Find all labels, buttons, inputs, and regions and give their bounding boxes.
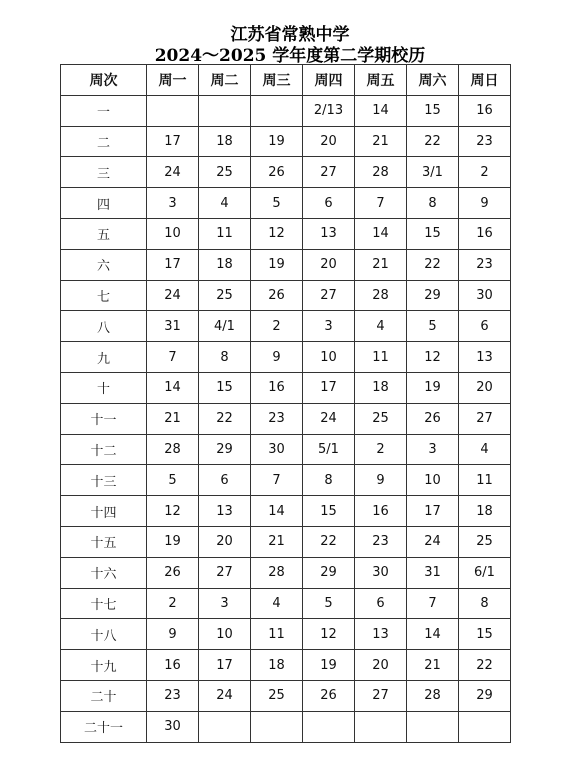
date-cell: 2 — [459, 157, 511, 188]
date-cell: 27 — [459, 403, 511, 434]
date-cell: 19 — [407, 372, 459, 403]
week-number-cell: 十六 — [61, 557, 147, 588]
date-cell: 20 — [355, 650, 407, 681]
date-cell: 4 — [199, 188, 251, 219]
calendar-header — [61, 65, 511, 96]
date-cell: 23 — [147, 680, 199, 711]
date-cell: 29 — [303, 557, 355, 588]
date-cell: 22 — [459, 650, 511, 681]
table-row — [61, 496, 511, 527]
date-cell: 27 — [199, 557, 251, 588]
date-cell: 7 — [355, 188, 407, 219]
date-cell: 21 — [355, 249, 407, 280]
table-row — [61, 372, 511, 403]
date-cell: 29 — [407, 280, 459, 311]
date-cell: 16 — [355, 496, 407, 527]
header-row — [61, 65, 511, 96]
week-number-cell: 三 — [61, 157, 147, 188]
date-cell: 3 — [303, 311, 355, 342]
date-cell: 31 — [407, 557, 459, 588]
date-cell: 16 — [459, 95, 511, 126]
date-cell: 14 — [147, 372, 199, 403]
date-cell: 19 — [251, 249, 303, 280]
table-row — [61, 311, 511, 342]
date-cell: 8 — [303, 465, 355, 496]
date-cell: 14 — [355, 95, 407, 126]
date-cell: 20 — [303, 126, 355, 157]
calendar-school-name: 江苏省常熟中学 — [230, 25, 350, 45]
date-cell: 15 — [303, 496, 355, 527]
header-weekday: 周二 — [199, 65, 251, 96]
date-cell: 5/1 — [303, 434, 355, 465]
table-row — [61, 619, 511, 650]
week-number-cell: 六 — [61, 249, 147, 280]
date-cell: 29 — [459, 680, 511, 711]
date-cell: 28 — [251, 557, 303, 588]
date-cell — [199, 711, 251, 742]
date-cell: 13 — [355, 619, 407, 650]
date-cell: 25 — [199, 280, 251, 311]
date-cell: 4 — [459, 434, 511, 465]
week-number-cell: 二十 — [61, 680, 147, 711]
week-number-cell: 七 — [61, 280, 147, 311]
date-cell: 28 — [407, 680, 459, 711]
date-cell: 7 — [407, 588, 459, 619]
date-cell: 29 — [199, 434, 251, 465]
date-cell: 15 — [407, 218, 459, 249]
date-cell: 11 — [459, 465, 511, 496]
week-number-cell: 四 — [61, 188, 147, 219]
date-cell — [147, 95, 199, 126]
date-cell: 25 — [251, 680, 303, 711]
table-row — [61, 403, 511, 434]
date-cell: 16 — [147, 650, 199, 681]
date-cell: 6/1 — [459, 557, 511, 588]
date-cell: 26 — [251, 280, 303, 311]
date-cell: 17 — [303, 372, 355, 403]
date-cell: 11 — [355, 342, 407, 373]
table-row — [61, 434, 511, 465]
calendar-title: 2024～2025 学年度第二学期校历 — [154, 46, 426, 66]
date-cell: 26 — [147, 557, 199, 588]
date-cell: 30 — [459, 280, 511, 311]
date-cell: 30 — [251, 434, 303, 465]
date-cell: 9 — [355, 465, 407, 496]
date-cell: 25 — [199, 157, 251, 188]
date-cell: 26 — [251, 157, 303, 188]
date-cell: 13 — [459, 342, 511, 373]
table-row — [61, 188, 511, 219]
date-cell: 18 — [199, 249, 251, 280]
date-cell: 10 — [407, 465, 459, 496]
date-cell: 2 — [147, 588, 199, 619]
date-cell: 15 — [199, 372, 251, 403]
date-cell: 16 — [251, 372, 303, 403]
week-number-cell: 十一 — [61, 403, 147, 434]
date-cell: 3 — [407, 434, 459, 465]
date-cell: 21 — [251, 526, 303, 557]
table-row — [61, 526, 511, 557]
date-cell: 14 — [407, 619, 459, 650]
week-number-cell: 十八 — [61, 619, 147, 650]
date-cell: 13 — [199, 496, 251, 527]
header-weekday: 周四 — [303, 65, 355, 96]
date-cell: 5 — [251, 188, 303, 219]
date-cell: 4 — [355, 311, 407, 342]
header-weekday: 周日 — [459, 65, 511, 96]
week-number-cell: 五 — [61, 218, 147, 249]
date-cell: 24 — [147, 157, 199, 188]
week-number-cell: 九 — [61, 342, 147, 373]
date-cell: 13 — [303, 218, 355, 249]
header-weekday: 周三 — [251, 65, 303, 96]
header-weekday: 周一 — [147, 65, 199, 96]
table-row — [61, 342, 511, 373]
date-cell: 6 — [199, 465, 251, 496]
header-weekday: 周六 — [407, 65, 459, 96]
date-cell: 19 — [147, 526, 199, 557]
date-cell: 27 — [303, 157, 355, 188]
date-cell: 31 — [147, 311, 199, 342]
week-number-cell: 十七 — [61, 588, 147, 619]
table-row — [61, 680, 511, 711]
date-cell: 9 — [459, 188, 511, 219]
date-cell: 12 — [303, 619, 355, 650]
date-cell: 23 — [459, 249, 511, 280]
date-cell: 24 — [303, 403, 355, 434]
date-cell: 26 — [407, 403, 459, 434]
date-cell: 8 — [199, 342, 251, 373]
date-cell: 23 — [459, 126, 511, 157]
date-cell: 6 — [303, 188, 355, 219]
date-cell: 15 — [459, 619, 511, 650]
table-row — [61, 557, 511, 588]
date-cell: 22 — [303, 526, 355, 557]
date-cell: 12 — [147, 496, 199, 527]
table-row — [61, 95, 511, 126]
table-row — [61, 249, 511, 280]
week-number-cell: 一 — [61, 95, 147, 126]
date-cell: 3 — [199, 588, 251, 619]
week-number-cell: 八 — [61, 311, 147, 342]
week-number-cell: 二 — [61, 126, 147, 157]
date-cell: 22 — [199, 403, 251, 434]
date-cell: 30 — [147, 711, 199, 742]
date-cell: 28 — [355, 280, 407, 311]
week-number-cell: 十 — [61, 372, 147, 403]
date-cell: 21 — [355, 126, 407, 157]
date-cell: 11 — [251, 619, 303, 650]
table-row — [61, 126, 511, 157]
date-cell: 25 — [355, 403, 407, 434]
date-cell: 8 — [459, 588, 511, 619]
date-cell: 27 — [303, 280, 355, 311]
date-cell: 17 — [147, 249, 199, 280]
date-cell: 4/1 — [199, 311, 251, 342]
table-row — [61, 465, 511, 496]
date-cell — [303, 711, 355, 742]
date-cell: 10 — [147, 218, 199, 249]
date-cell: 15 — [407, 95, 459, 126]
date-cell: 24 — [147, 280, 199, 311]
date-cell: 3/1 — [407, 157, 459, 188]
date-cell — [355, 711, 407, 742]
date-cell: 20 — [459, 372, 511, 403]
date-cell: 17 — [407, 496, 459, 527]
date-cell — [407, 711, 459, 742]
date-cell: 5 — [407, 311, 459, 342]
date-cell: 5 — [303, 588, 355, 619]
date-cell — [251, 95, 303, 126]
date-cell: 10 — [303, 342, 355, 373]
date-cell: 8 — [407, 188, 459, 219]
header-week-number: 周次 — [61, 65, 147, 96]
calendar-body — [61, 95, 511, 742]
date-cell: 20 — [199, 526, 251, 557]
date-cell: 18 — [355, 372, 407, 403]
date-cell: 5 — [147, 465, 199, 496]
date-cell: 9 — [251, 342, 303, 373]
date-cell: 11 — [199, 218, 251, 249]
date-cell: 21 — [407, 650, 459, 681]
week-number-cell: 二十一 — [61, 711, 147, 742]
date-cell: 28 — [147, 434, 199, 465]
table-row — [61, 218, 511, 249]
week-number-cell: 十三 — [61, 465, 147, 496]
week-number-cell: 十五 — [61, 526, 147, 557]
date-cell: 22 — [407, 126, 459, 157]
date-cell: 17 — [147, 126, 199, 157]
date-cell: 23 — [251, 403, 303, 434]
date-cell: 9 — [147, 619, 199, 650]
week-number-cell: 十四 — [61, 496, 147, 527]
date-cell: 14 — [355, 218, 407, 249]
date-cell: 24 — [407, 526, 459, 557]
date-cell: 26 — [303, 680, 355, 711]
date-cell: 12 — [407, 342, 459, 373]
table-row — [61, 157, 511, 188]
date-cell: 2 — [251, 311, 303, 342]
date-cell: 18 — [199, 126, 251, 157]
table-row — [61, 650, 511, 681]
date-cell: 24 — [199, 680, 251, 711]
date-cell: 7 — [147, 342, 199, 373]
date-cell — [199, 95, 251, 126]
date-cell: 20 — [303, 249, 355, 280]
date-cell: 21 — [147, 403, 199, 434]
date-cell: 10 — [199, 619, 251, 650]
date-cell: 30 — [355, 557, 407, 588]
date-cell: 3 — [147, 188, 199, 219]
date-cell: 18 — [459, 496, 511, 527]
date-cell: 16 — [459, 218, 511, 249]
date-cell: 4 — [251, 588, 303, 619]
date-cell: 23 — [355, 526, 407, 557]
date-cell: 18 — [251, 650, 303, 681]
date-cell: 27 — [355, 680, 407, 711]
date-cell: 22 — [407, 249, 459, 280]
date-cell: 2 — [355, 434, 407, 465]
week-number-cell: 十二 — [61, 434, 147, 465]
table-row — [61, 280, 511, 311]
date-cell — [459, 711, 511, 742]
date-cell: 28 — [355, 157, 407, 188]
date-cell: 6 — [459, 311, 511, 342]
table-row — [61, 711, 511, 742]
date-cell: 6 — [355, 588, 407, 619]
date-cell — [251, 711, 303, 742]
date-cell: 14 — [251, 496, 303, 527]
date-cell: 25 — [459, 526, 511, 557]
date-cell: 2/13 — [303, 95, 355, 126]
header-weekday: 周五 — [355, 65, 407, 96]
school-calendar-table — [60, 64, 511, 743]
week-number-cell: 十九 — [61, 650, 147, 681]
date-cell: 12 — [251, 218, 303, 249]
date-cell: 19 — [303, 650, 355, 681]
date-cell: 19 — [251, 126, 303, 157]
date-cell: 7 — [251, 465, 303, 496]
date-cell: 17 — [199, 650, 251, 681]
table-row — [61, 588, 511, 619]
